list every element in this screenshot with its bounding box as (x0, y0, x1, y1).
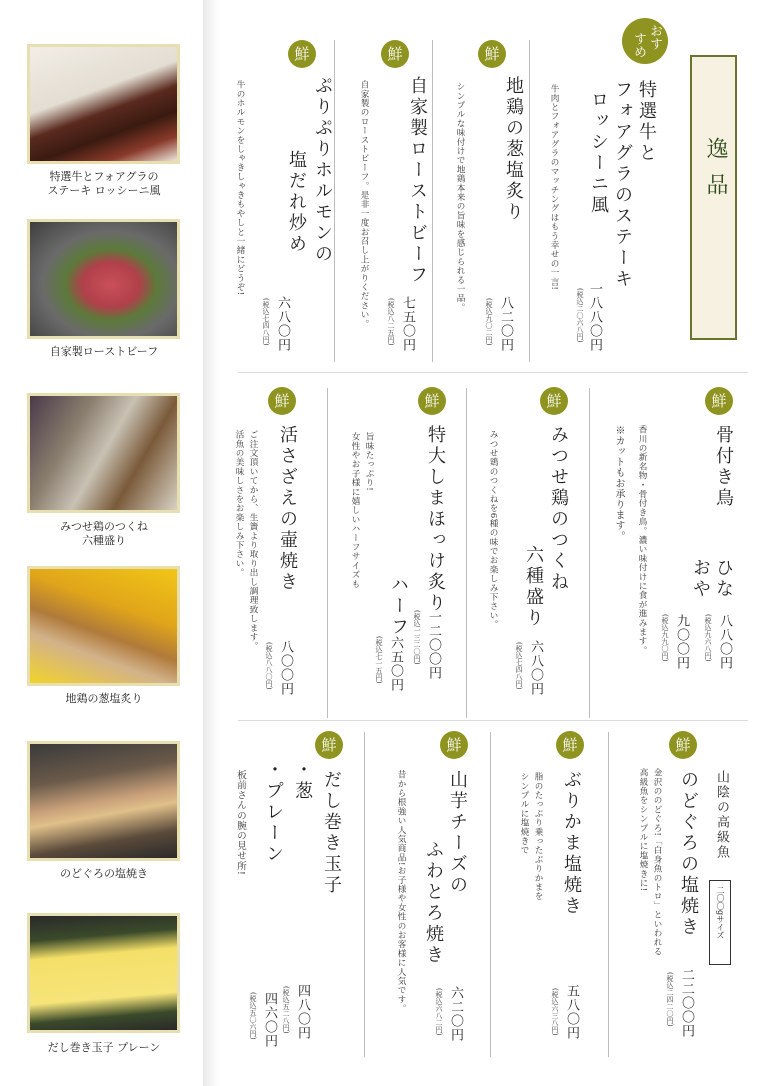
item-tax: (税込九九〇円) (661, 614, 669, 662)
fresh-badge: 鮮 (381, 40, 409, 68)
item-description: 牛肉とフォアグラのマッチングはもう幸せの一言! (549, 84, 559, 291)
item-tax: (税込二四二〇円) (666, 972, 674, 1027)
item-description: 女性やお子様に嬉しいハーフサイズも (350, 432, 360, 589)
item-title: 山芋チーズの (447, 770, 468, 896)
divider (238, 372, 748, 373)
item-title: みつせ鶏のつくね (548, 425, 569, 593)
item-price: 六二〇円 (448, 986, 463, 1042)
page-fold (203, 0, 219, 1086)
item-region: 山陰の高級魚 (714, 770, 729, 860)
category-sign (690, 55, 737, 340)
item-price: 七五〇円 (400, 296, 415, 352)
item-title: 地鶏の葱塩炙り (503, 76, 524, 223)
nodoguro-caption: のどぐろの塩焼き (60, 867, 148, 880)
divider (589, 388, 590, 718)
item-tax: (税込五〇六円) (249, 992, 257, 1040)
chicken-caption: 地鶏の葱塩炙り (65, 692, 143, 705)
fresh-badge: 鮮 (440, 731, 468, 759)
item-description: 金沢ののどぐろ!「白身魚のトロ」といわれる (652, 768, 662, 957)
item-description: 脂のたっぷり乗ったぶりかまを (533, 772, 543, 901)
item-price: 六八〇円 (528, 640, 543, 696)
item-description: 香川の新名物・骨付き鳥。濃い味付けに食が進みます。 (637, 425, 647, 655)
item-price: 五八〇円 (564, 984, 579, 1040)
fresh-badge: 鮮 (478, 40, 506, 68)
fresh-badge: 鮮 (540, 387, 568, 415)
item-price: 八八〇円 (717, 614, 732, 670)
item-title: のどぐろの塩焼き (678, 770, 699, 938)
chicken-photo (27, 566, 180, 686)
divider (238, 720, 748, 721)
item-description: 昔から根強い人気商品!お子様や女性のお客様に人気です。 (396, 770, 406, 1014)
roastbeef-caption: 自家製ローストビーフ (49, 345, 159, 358)
item-description: ご注文頂いてから、生簀より取り出し調理致します。 (248, 430, 258, 651)
divider (432, 40, 433, 362)
item-tax: (税込七四八円) (262, 298, 270, 346)
item-price: 一八八〇円 (587, 282, 602, 352)
item-title: 活さざえの壷焼き (277, 425, 298, 593)
item-tax: (税込一三二〇円) (413, 610, 421, 665)
item-title: ふわとろ焼き (423, 840, 444, 966)
item-title: だし巻き玉子 (321, 770, 342, 896)
item-option: ひな (713, 558, 734, 600)
item-tax: (税込八八〇円) (265, 642, 273, 690)
item-price: 六八〇円 (275, 296, 290, 352)
item-price: 九〇〇円 (674, 614, 689, 670)
divider (608, 732, 609, 1057)
item-title: フォアグラのステーキ (612, 80, 633, 290)
item-size: 二〇〇gサイズ (716, 886, 725, 940)
item-title: 塩だれ炒め (286, 150, 307, 255)
item-price: 六五〇円 (388, 636, 403, 692)
item-tax: (税込五二八円) (282, 986, 290, 1034)
fresh-badge: 鮮 (288, 40, 316, 68)
item-price: 八二〇円 (498, 296, 513, 352)
item-tax: (税込九六八円) (704, 614, 712, 662)
roastbeef-photo (27, 219, 180, 339)
tsukune-caption: みつせ鶏のつくね 六種盛り (60, 520, 148, 547)
divider (327, 388, 328, 718)
fresh-badge: 鮮 (315, 731, 343, 759)
fresh-badge: 鮮 (705, 387, 733, 415)
item-price: 八〇〇円 (278, 640, 293, 696)
fresh-badge: 鮮 (418, 387, 446, 415)
steak-photo (27, 44, 180, 164)
divider (529, 40, 530, 362)
item-price: 四八〇円 (295, 984, 310, 1040)
divider (466, 388, 467, 718)
fresh-badge: 鮮 (556, 731, 584, 759)
size-label-box (709, 880, 731, 965)
item-description: 活魚の美味しさをお楽しみ下さい。 (234, 430, 244, 578)
item-description: 牛のホルモンをしゃきしゃきもやしと一緒にどうぞ! (235, 80, 245, 296)
item-option: ・葱 (292, 760, 313, 802)
item-title: 特選牛と (636, 80, 657, 164)
item-description: 高級魚をシンプルに塩焼きに! (638, 768, 648, 892)
item-tax: (税込九〇二円) (485, 298, 493, 346)
divider (364, 732, 365, 1057)
item-title: 骨付き鳥 (713, 425, 734, 509)
item-note: ※カットもお承ります。 (613, 425, 624, 542)
divider (490, 732, 491, 1057)
item-description: 板前さんの腕の見せ所! (235, 770, 246, 876)
category-title: 逸品 (703, 137, 728, 209)
recommend-badge: おす すめ (622, 18, 668, 64)
nodoguro-photo (27, 741, 180, 861)
tamago-photo (27, 913, 180, 1033)
item-option: おや (690, 558, 711, 600)
item-tax: (税込七四八円) (515, 642, 523, 690)
item-description: 自家製のローストビーフ。是非一度お召し上がりください。 (359, 80, 369, 329)
item-tax: (税込六三八円) (551, 988, 559, 1036)
item-description: みつせ鶏のつくねを6種の味でお楽しみ下さい。 (488, 430, 498, 630)
item-option: ・プレーン (263, 760, 284, 865)
item-tax: (税込六八二円) (435, 988, 443, 1036)
item-title: 自家製ローストビーフ (407, 76, 428, 286)
item-title: ぷりぷりホルモンの (312, 76, 333, 265)
item-title: ロッシーニ風 (588, 90, 609, 216)
tamago-caption: だし巻き玉子 プレーン (47, 1041, 161, 1054)
item-tax: (税込八二五円) (387, 298, 395, 346)
item-title: 六種盛り (523, 545, 544, 629)
item-tax: (税込七一五円) (375, 636, 383, 684)
tsukune-photo (27, 393, 180, 513)
fresh-badge: 鮮 (268, 387, 296, 415)
item-description: シンプルに塩焼きで (519, 772, 529, 855)
item-description: 旨味たっぷり! (364, 432, 374, 492)
item-title: 特大しまほっけ炙り (425, 425, 446, 614)
item-tax: (税込二〇六八円) (576, 288, 584, 343)
item-price: 二二〇〇円 (679, 968, 694, 1038)
item-title: ぶりかま塩焼き (561, 770, 582, 917)
item-description: シンプルな味付けで地鶏本来の旨味を感じられる一品。 (455, 82, 465, 312)
fresh-badge: 鮮 (669, 731, 697, 759)
item-price: 四六〇円 (262, 992, 277, 1048)
item-price: 一二〇〇円 (426, 610, 441, 680)
steak-caption: 特選牛とフォアグラの ステーキ ロッシーニ風 (47, 170, 161, 197)
item-option: ハーフ (388, 575, 409, 638)
